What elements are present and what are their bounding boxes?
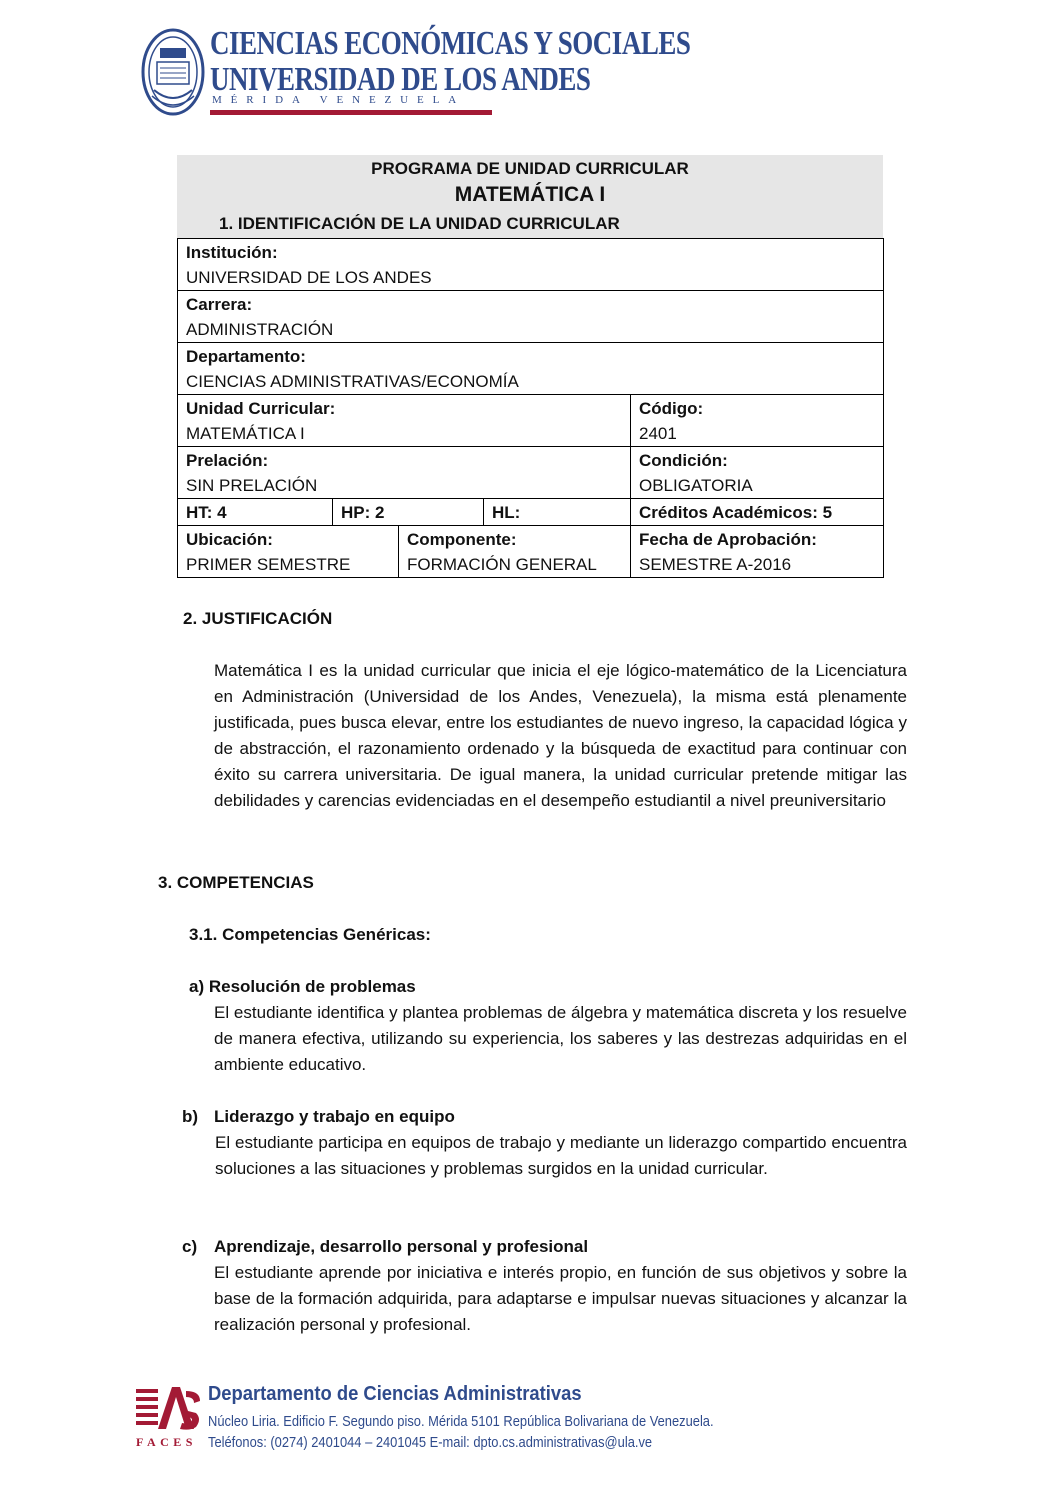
code-label: Código: [639, 399, 704, 418]
institution-value: UNIVERSIDAD DE LOS ANDES [186, 268, 432, 287]
hl-value: HL: [492, 503, 521, 522]
competency-c-marker: c) [182, 1237, 198, 1256]
institution-label: Institución: [186, 243, 278, 262]
table-row [178, 395, 884, 447]
university-seal-icon [140, 26, 206, 116]
competency-b-text: El estudiante participa en equipos de trabajo y mediante un liderazgo compartido encuentra soluciones a las situaciones y problemas surgidos en la unidad curricular. [215, 1133, 907, 1178]
approval-date-cell [631, 526, 884, 578]
competency-a-title: a) Resolución de problemas [189, 977, 416, 996]
faces-logo-text: FACES [136, 1435, 197, 1449]
header-location: MÉRIDA VENEZUELA [212, 94, 466, 106]
condition-label: Condición: [639, 451, 728, 470]
prerequisite-label: Prelación: [186, 451, 269, 470]
career-value: ADMINISTRACIÓN [186, 320, 334, 339]
header-university-name: UNIVERSIDAD DE LOS ANDES [210, 60, 591, 98]
table-row [178, 499, 884, 526]
faces-logo-icon [136, 1385, 202, 1433]
program-title: PROGRAMA DE UNIDAD CURRICULAR [371, 159, 689, 178]
generic-competencies-heading: 3.1. Competencias Genéricas: [189, 925, 431, 944]
location-cell [178, 526, 399, 578]
institution-cell [178, 239, 884, 291]
table-row [178, 291, 884, 343]
header-divider [210, 110, 492, 115]
department-value: CIENCIAS ADMINISTRATIVAS/ECONOMÍA [186, 372, 519, 391]
department-label: Departamento: [186, 347, 306, 366]
hp-value: HP: 2 [341, 503, 385, 522]
competency-a-text: El estudiante identifica y plantea problemas de álgebra y matemática discreta y los resuelve de manera efectiva, utilizando su experiencia, los saberes y las destrezas adquiridas en el ambiente educativo. [214, 1003, 907, 1074]
table-row [178, 343, 884, 395]
credits-cell [631, 499, 884, 526]
footer-address: Núcleo Liria. Edificio F. Segundo piso. Mérida 5101 República Bolivariana de Venezuela. [208, 1413, 714, 1430]
unit-label: Unidad Curricular: [186, 399, 336, 418]
hp-cell [333, 499, 484, 526]
component-cell [399, 526, 631, 578]
unit-cell [178, 395, 631, 447]
department-cell [178, 343, 884, 395]
competency-c-title: Aprendizaje, desarrollo personal y profesional [214, 1237, 589, 1256]
location-label: Ubicación: [186, 530, 273, 549]
approval-date-label: Fecha de Aprobación: [639, 530, 817, 549]
table-row [178, 526, 884, 578]
header-faculty-name: CIENCIAS ECONÓMICAS Y SOCIALES [210, 24, 691, 62]
component-label: Componente: [407, 530, 517, 549]
competency-c-text: El estudiante aprende por iniciativa e interés propio, en función de sus objetivos y sobre la base de la formación adquirida, para adaptarse e impulsar nuevas situaciones y alcanzar la realización personal y profesional. [214, 1263, 907, 1334]
career-cell [178, 291, 884, 343]
table-row [178, 239, 884, 291]
competency-b-marker: b) [182, 1107, 199, 1126]
career-label: Carrera: [186, 295, 253, 314]
justification-text: Matemática I es la unidad curricular que inicia el eje lógico-matemático de la Licenciatura en Administración (Universidad de los Andes, Venezuela), la misma está plenamente justificada, pues busca elevar, entre los estudiantes de nuevo ingreso, la capacidad lógica y de abstracción, el razonamiento ordenado y la búsqueda de exactitud para continuar con éxito su carrera universitaria. De igual manera, la unidad curricular pretende mitigar las debilidades y carencias evidenciadas en el desempeño estudiantil a nivel preuniversitario [214, 661, 907, 810]
footer-contact: Teléfonos: (0274) 2401044 – 2401045 E-mail: dpto.cs.administrativas@ula.ve [208, 1434, 653, 1451]
course-title: MATEMÁTICA I [454, 183, 606, 206]
unit-value: MATEMÁTICA I [186, 424, 305, 443]
hl-cell [484, 499, 631, 526]
credits-value: Créditos Académicos: 5 [639, 503, 833, 522]
title-band [177, 155, 883, 238]
location-value: PRIMER SEMESTRE [186, 555, 351, 574]
department-footer [132, 1383, 732, 1453]
competencies-heading: 3. COMPETENCIAS [158, 873, 314, 892]
identification-table [177, 238, 884, 578]
section-1-heading: 1. IDENTIFICACIÓN DE LA UNIDAD CURRICULAR [219, 214, 620, 233]
prerequisite-cell [178, 447, 631, 499]
code-cell [631, 395, 884, 447]
condition-cell [631, 447, 884, 499]
competency-b-title: Liderazgo y trabajo en equipo [214, 1107, 455, 1126]
table-row [178, 447, 884, 499]
code-value: 2401 [639, 424, 677, 443]
faculty-logo [140, 22, 691, 117]
ht-value: HT: 4 [186, 503, 227, 522]
approval-date-value: SEMESTRE A-2016 [639, 555, 792, 574]
ht-cell [178, 499, 333, 526]
justification-heading: 2. JUSTIFICACIÓN [183, 609, 333, 628]
prerequisite-value: SIN PRELACIÓN [186, 476, 318, 495]
component-value: FORMACIÓN GENERAL [407, 555, 597, 574]
condition-value: OBLIGATORIA [639, 476, 753, 495]
footer-department: Departamento de Ciencias Administrativas [208, 1383, 582, 1405]
